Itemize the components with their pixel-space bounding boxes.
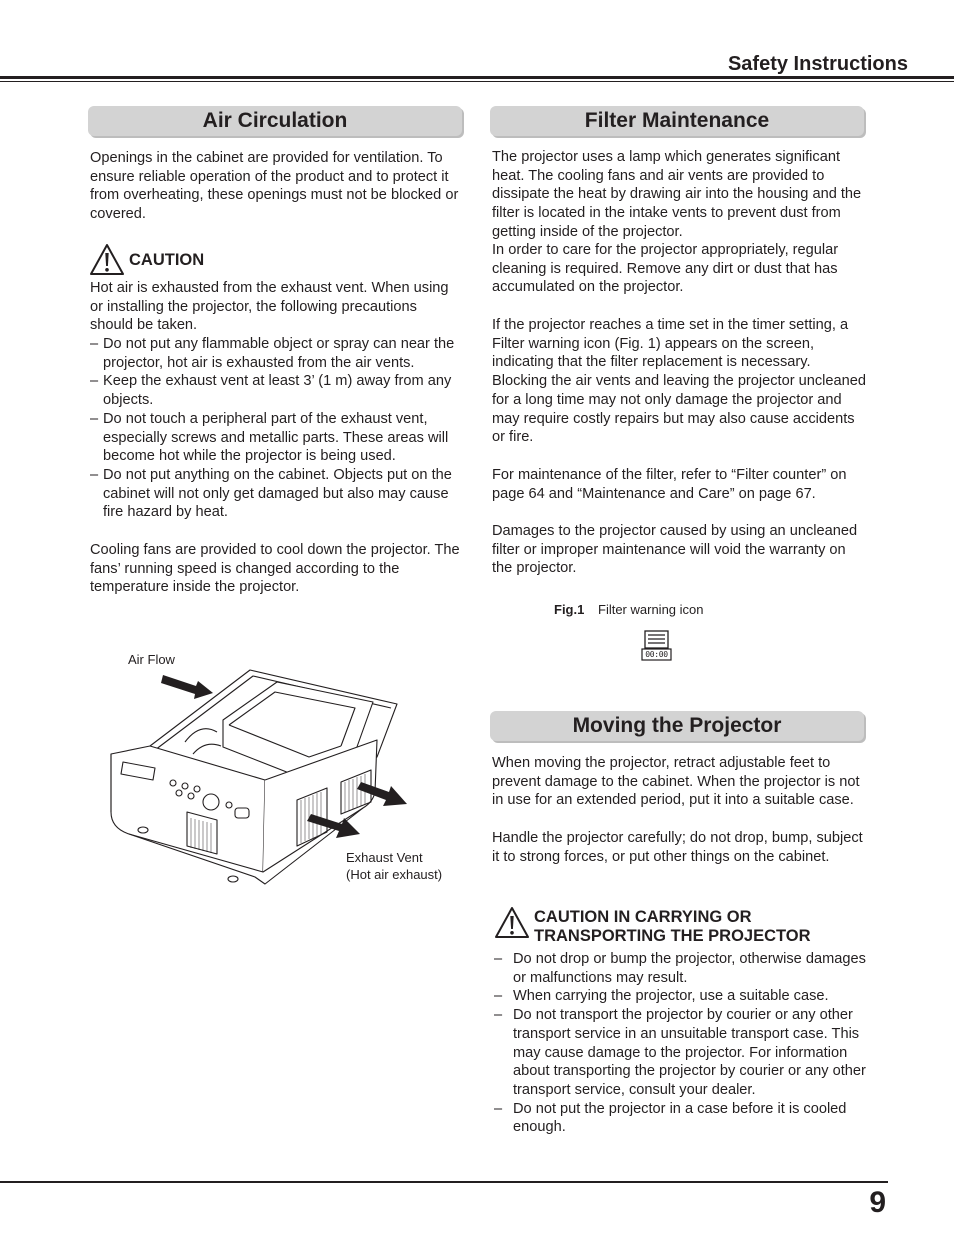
header-rule-thin xyxy=(0,81,954,82)
projector-airflow-illustration xyxy=(105,662,415,890)
footer-rule xyxy=(0,1181,888,1183)
filter-paragraph-2: In order to care for the projector appropriately, regular cleaning is required. Remove any dirt or dust that has accumulated on the projector. xyxy=(492,242,839,296)
list-item: – Keep the exhaust vent at least 3’ (1 m) away from any objects. xyxy=(90,373,452,409)
warning-triangle-icon xyxy=(494,906,530,939)
filter-icon-counter: 00:00 xyxy=(645,650,668,659)
moving-projector-heading: Moving the Projector xyxy=(490,711,864,741)
caution-label: CAUTION xyxy=(129,251,205,269)
caution-intro: Hot air is exhausted from the exhaust vent. When using or installing the projector, the following precautions should be taken. xyxy=(90,280,449,334)
page-number: 9 xyxy=(869,1186,886,1219)
filter-paragraph-3: If the projector reaches a time set in the timer setting, a Filter warning icon (Fig. 1) appears on the screen, indicating that the filter replacement is necessary. Blocking the air vents and leaving the projector uncleaned for a long time may not only damage the projector and may require costly repairs but may also cause accidents or fire. xyxy=(492,317,867,446)
exhaust-vent-sublabel: (Hot air exhaust) xyxy=(346,867,443,882)
filter-paragraph-4: For maintenance of the filter, refer to “Filter counter” on page 64 and “Maintenance and Care” on page 67. xyxy=(492,467,847,502)
header-rule xyxy=(0,76,954,79)
filter-maintenance-heading: Filter Maintenance xyxy=(490,106,864,136)
air-caution-list xyxy=(90,335,464,522)
filter-warning-icon xyxy=(641,630,672,661)
air-circulation-intro: Openings in the cabinet are provided for ventilation. To ensure reliable operation of the product and to protect it from overheating, these openings must not be blocked or covered. xyxy=(90,150,459,223)
cooling-fans-paragraph: Cooling fans are provided to cool down the projector. The fans’ running speed is changed according to the temperature inside the projector. xyxy=(90,542,460,596)
list-item: – Do not transport the projector by courier or any other transport service in an unsuitable transport case. This may cause damage to the projector. For information about transporting the projector by courier or any other transport service, consult your dealer. xyxy=(494,1007,866,1098)
air-circulation-heading: Air Circulation xyxy=(88,106,462,136)
list-item: – Do not drop or bump the projector, otherwise damages or malfunctions may result. xyxy=(494,951,866,986)
moving-paragraph-2: Handle the projector carefully; do not drop, bump, subject it to strong forces, or put other things on the cabinet. xyxy=(492,830,863,865)
transport-caution-line-1: CAUTION IN CARRYING OR xyxy=(534,908,752,926)
page-header-title: Safety Instructions xyxy=(727,53,908,75)
list-item: – Do not touch a peripheral part of the exhaust vent, especially screws and metallic parts. These areas will become hot while the projector is being used. xyxy=(90,410,449,465)
figure-number: Fig.1 xyxy=(554,602,585,617)
list-item: – Do not put anything on the cabinet. Objects put on the cabinet will not only get damaged but also may cause fire hazard by heat. xyxy=(90,466,452,521)
transport-caution-list xyxy=(494,950,866,1137)
list-item: – Do not put the projector in a case before it is cooled enough. xyxy=(494,1100,847,1136)
filter-paragraph-5: Damages to the projector caused by using an uncleaned filter or improper maintenance will void the warranty on the projector. xyxy=(492,523,858,577)
list-item: – Do not put any flammable object or spray can near the projector, hot air is exhausted from the air vents. xyxy=(90,336,455,371)
air-flow-label: Air Flow xyxy=(128,652,175,667)
warning-triangle-icon xyxy=(89,243,125,276)
list-item: – When carrying the projector, use a suitable case. xyxy=(494,988,829,1005)
filter-paragraph-1: The projector uses a lamp which generates significant heat. The cooling fans and air vents are provided to dissipate the heat by drawing air into the housing and the filter is located in the intake vents to prevent dust from getting inside of the projector. xyxy=(492,149,862,240)
exhaust-vent-label: Exhaust Vent xyxy=(346,850,423,865)
moving-paragraph-1: When moving the projector, retract adjustable feet to prevent damage to the cabinet. When the projector is not in use for an extended period, put it into a suitable case. xyxy=(492,755,860,809)
transport-caution-line-2: TRANSPORTING THE PROJECTOR xyxy=(534,927,811,945)
figure-caption: Filter warning icon xyxy=(598,602,704,617)
